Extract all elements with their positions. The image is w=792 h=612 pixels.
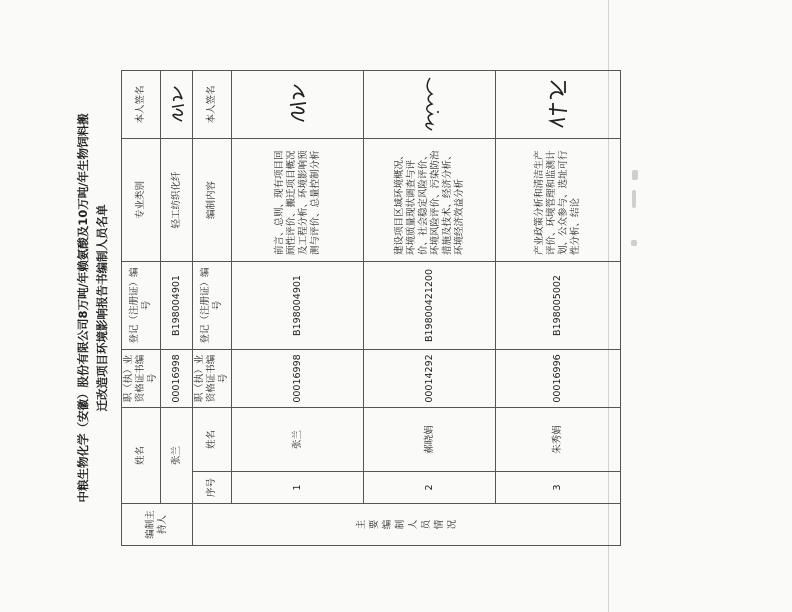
title-line-2: 迁改造项目环境影响报告书编制人员名单 <box>95 204 109 412</box>
row-no: 3 <box>496 472 621 504</box>
table-row <box>496 70 621 545</box>
row-cert: 00016996 <box>496 349 621 407</box>
row-reg: B198005002 <box>496 261 621 349</box>
row-name: 朱秀娟 <box>496 407 621 471</box>
compiler-reg: B198004901 <box>161 261 193 349</box>
table-row <box>364 70 496 545</box>
row-name: 郝晓娟 <box>364 407 496 471</box>
compiler-category: 轻工纺织化纤 <box>161 138 193 261</box>
header-staff-name: 姓名 <box>193 407 232 471</box>
compiler-signature <box>161 70 193 138</box>
row-cert: 00014292 <box>364 349 496 407</box>
staff-table <box>121 70 621 546</box>
header-staff-signature: 本人签名 <box>193 70 232 138</box>
header-staff-reg: 登记（注册证）编号 <box>193 261 232 349</box>
rotated-document-page <box>71 68 601 548</box>
title-line-1: 中粮生物化学（安徽）股份有限公司8万吨/年赖氨酸及10万吨/年生物饲料搬 <box>76 113 90 503</box>
row-content: 前言、总则、现有项目回顾性评价、搬迁项目概况及工程分析、环境影响预测与评价、总量控制分析 <box>232 138 364 261</box>
row-signature <box>496 70 621 138</box>
row-name: 张兰 <box>232 407 364 471</box>
header-signature: 本人签名 <box>122 70 161 138</box>
row-signature <box>364 70 496 138</box>
header-no: 序号 <box>193 472 232 504</box>
row-reg: B198004901 <box>232 261 364 349</box>
header-reg: 登记（注册证）编号 <box>122 261 161 349</box>
table-row <box>232 70 364 545</box>
handwritten-signature <box>418 74 442 134</box>
header-cert: 职（执）业资格证书编号 <box>122 349 161 407</box>
row-reg: B19800421200 <box>364 261 496 349</box>
row-no: 1 <box>232 472 364 504</box>
row-content: 产业政策分析和清洁生产评价、环境管理和监测计划、公众参与、选址可行性分析、结论 <box>496 138 621 261</box>
scan-noise-marks <box>622 170 652 290</box>
compiler-section-label: 编制主持人 <box>122 504 193 546</box>
handwritten-signature <box>164 81 190 127</box>
handwritten-signature <box>282 79 314 129</box>
header-staff-cert: 职（执）业资格证书编号 <box>193 349 232 407</box>
document-title <box>74 74 116 542</box>
staff-section-label: 主要编制人员情况 <box>193 504 621 546</box>
header-name: 姓名 <box>122 407 161 503</box>
header-content: 编制内容 <box>193 138 232 261</box>
handwritten-signature <box>543 75 573 133</box>
row-no: 2 <box>364 472 496 504</box>
row-signature <box>232 70 364 138</box>
compiler-cert: 00016998 <box>161 349 193 407</box>
header-category: 专业类别 <box>122 138 161 261</box>
row-content: 建设项目区域环境概况、环境质量现状调查与评价、社会稳定风险评价、环境风险评价、污染防治措施及技术、经济分析、环境经济效益分析 <box>364 138 496 261</box>
compiler-name: 张兰 <box>161 407 193 503</box>
row-cert: 00016998 <box>232 349 364 407</box>
